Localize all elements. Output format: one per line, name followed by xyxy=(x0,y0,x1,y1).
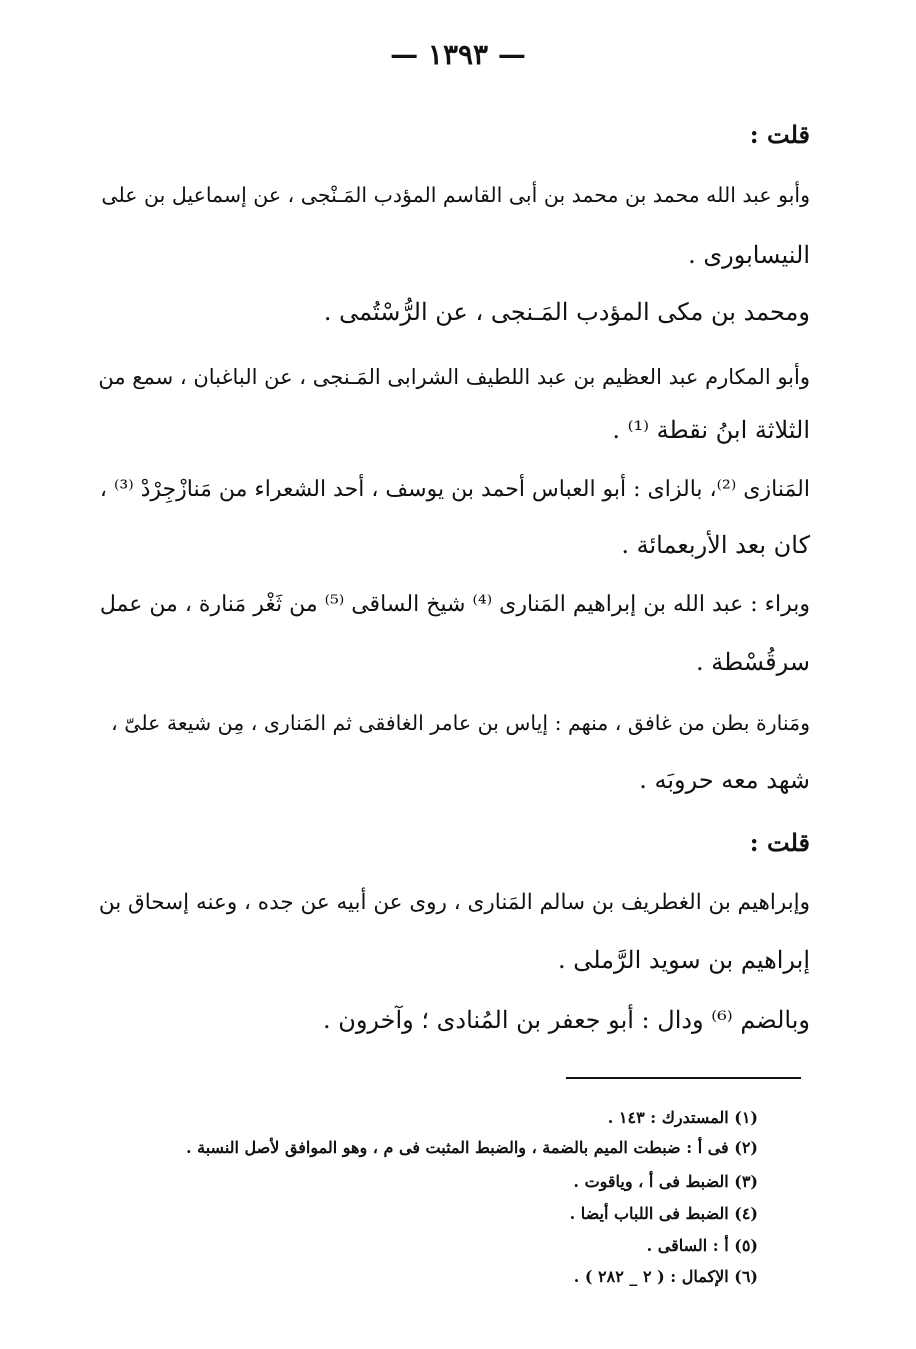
text-line-9: وبراء : عبد الله بن إبراهيم المَنارى ⁽⁴⁾ شيخ الساقى ⁽⁵⁾ من ثَغْر مَنارة ، من عمل xyxy=(99,592,810,617)
footnote-6: (٦) الإكمال : ( ٢ _ ٢٨٢ ) . xyxy=(573,1267,758,1286)
footnote-divider xyxy=(566,1077,801,1079)
page-number: — ١٣٩٣ — xyxy=(390,38,526,71)
text-line-10: سرقُسْطة . xyxy=(695,648,810,676)
text-line-7: المَنازى ⁽²⁾، بالزاى : أبو العباس أحمد بن يوسف ، أحد الشعراء من مَنازْجِرْدْ ⁽³⁾ ، xyxy=(99,477,810,502)
text-line-11: ومَنارة بطن من غافق ، منهم : إياس بن عامر الغافقى ثم المَنارى ، مِن شيعة علىّ ، xyxy=(111,711,810,735)
text-line-2: وأبو عبد الله محمد بن محمد بن أبى القاسم المؤدب المَـنْجى ، عن إسماعيل بن على xyxy=(101,183,810,207)
text-line-4: ومحمد بن مكى المؤدب المَـنجى ، عن الرُّسْتُمى . xyxy=(323,298,810,326)
text-line-5: وأبو المكارم عبد العظيم بن عبد اللطيف الشرابى المَـنجى ، عن الباغبان ، سمع من xyxy=(98,365,810,389)
footnote-3: (٣) الضبط فى أ ، وياقوت . xyxy=(573,1172,758,1191)
text-line-8: كان بعد الأربعمائة . xyxy=(621,531,810,559)
text-line-6: الثلاثة ابنُ نقطة ⁽¹⁾ . xyxy=(612,416,810,444)
footnote-1: (١) المستدرك : ١٤٣ . xyxy=(607,1108,758,1127)
text-line-12: شهد معه حروبَه . xyxy=(639,766,810,794)
footnote-2: (٢) فى أ : ضبطت الميم بالضمة ، والضبط المثبت فى م ، وهو الموافق لأصل النسبة . xyxy=(186,1138,758,1157)
text-line-3: النيسابورى . xyxy=(688,241,810,269)
text-line-1: قلت : xyxy=(749,120,810,149)
footnote-4: (٤) الضبط فى اللباب أيضا . xyxy=(569,1204,758,1223)
text-line-13: قلت : xyxy=(749,828,810,857)
footnote-5: (٥) أ : الساقى . xyxy=(646,1236,758,1255)
text-line-14: وإبراهيم بن الغطريف بن سالم المَنارى ، روى عن أبيه عن جده ، وعنه إسحاق بن xyxy=(98,890,810,915)
text-line-15: إبراهيم بن سويد الرَّملى . xyxy=(557,946,810,974)
text-line-16: وبالضم ⁽⁶⁾ ودال : أبو جعفر بن المُنادى ؛ وآخرون . xyxy=(322,1006,810,1034)
